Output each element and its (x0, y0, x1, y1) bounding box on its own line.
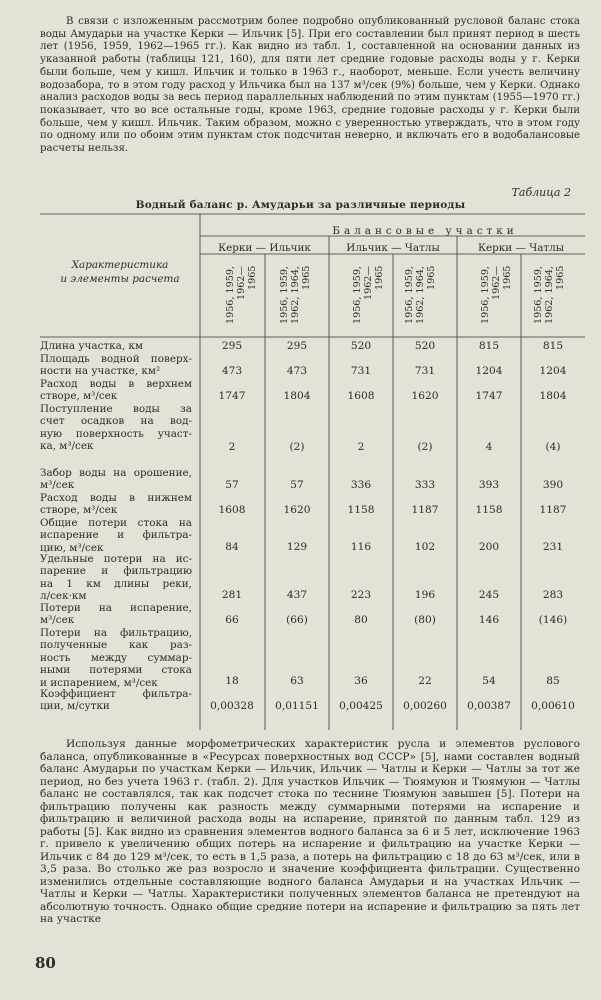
table-cell: 1804 (539, 390, 567, 402)
row-label-line: цию, м³/сек (40, 541, 104, 554)
row-label-line: ка, м³/сек (40, 440, 94, 453)
table-cell: 2 (228, 441, 236, 453)
period-line: 1956, 1959, (404, 266, 415, 324)
row-label-line: ции, м/сутки (40, 700, 110, 713)
row-label-line: испарение и фильтра- (40, 529, 192, 542)
table-number: Таблица 2 (511, 186, 571, 199)
table-cell: 116 (350, 541, 372, 553)
row-label-line: Потери на испарение, (40, 602, 192, 614)
table-cell: 283 (542, 589, 564, 601)
table-cell: 0,00387 (467, 700, 511, 712)
table-cell: 0,00260 (403, 700, 447, 712)
table-cell: 85 (546, 675, 560, 687)
row-label-line: Расход воды в верхнем (40, 378, 192, 390)
row-label-line: ность между суммар- (40, 651, 192, 664)
row-label-line: Забор воды на орошение, (40, 467, 192, 479)
table-cell: 1187 (411, 504, 439, 516)
table-cell: 57 (290, 479, 304, 491)
table-cell: 520 (414, 340, 436, 352)
table-cell: 1158 (475, 504, 503, 516)
section-header: Ильчик — Чатлы (346, 242, 440, 254)
row-label-line: Длина участка, км (40, 340, 144, 352)
row-label-line: ную поверхность участ- (40, 427, 192, 440)
table-cell: (2) (289, 441, 305, 453)
characteristic-header-line: и элементы расчета (60, 273, 180, 285)
period-line: 1956, 1959, (279, 266, 290, 324)
table-cell: 54 (482, 675, 496, 687)
table-cell: (80) (414, 614, 436, 626)
table-cell: 815 (542, 340, 564, 352)
page-number: 80 (35, 954, 56, 972)
period-line: 1956, 1959, (352, 266, 363, 324)
row-label-line: м³/сек (40, 614, 75, 627)
period-header (279, 266, 312, 324)
table-cell: 245 (478, 589, 500, 601)
row-label-line: Поступление воды за (40, 403, 192, 415)
row-label-line: л/сек·км (40, 590, 87, 603)
row-label-line: створе, м³/сек (40, 390, 118, 403)
period-header (352, 266, 385, 324)
table-cell: 1158 (347, 504, 375, 516)
table-cell: 336 (350, 479, 372, 491)
row-label-line: Удельные потери на ис- (40, 553, 192, 565)
table-cell: 1187 (539, 504, 567, 516)
table-cell: 63 (290, 675, 304, 687)
row-label (40, 553, 192, 603)
table-cell: 146 (478, 614, 500, 626)
table-cell: 129 (286, 541, 308, 553)
table-cell: 4 (485, 441, 493, 453)
row-label (40, 688, 192, 713)
row-label (40, 403, 192, 453)
row-label-line: Площадь водной поверх- (40, 353, 192, 365)
period-line: 1965 (426, 266, 437, 291)
characteristic-header (40, 258, 200, 286)
row-label (40, 378, 192, 403)
table-cell: 473 (286, 365, 308, 377)
table-cell: 1804 (283, 390, 311, 402)
period-line: 1962, 1964, (290, 266, 301, 324)
table-cell: 196 (414, 589, 436, 601)
row-label-line: полученные как раз- (40, 639, 192, 652)
table-cell: 1204 (539, 365, 567, 377)
table-cell: 1620 (283, 504, 311, 516)
table-cell: 57 (225, 479, 239, 491)
table-cell: 281 (221, 589, 243, 601)
table-cell: 102 (414, 541, 436, 553)
table-cell: 815 (478, 340, 500, 352)
period-header (533, 266, 566, 324)
row-label-line: ными потерями стока (40, 664, 192, 677)
row-label (40, 602, 192, 627)
table-cell: 731 (414, 365, 436, 377)
table-cell: 520 (350, 340, 372, 352)
row-label-line: счет осадков на вод- (40, 415, 192, 428)
table-cell: 200 (478, 541, 500, 553)
period-line: 1962—1965 (363, 266, 385, 301)
period-line: 1965 (555, 266, 566, 291)
table-cell: 295 (286, 340, 308, 352)
row-label-line: и испарением, м³/сек (40, 676, 158, 689)
row-label-line: Общие потери стока на (40, 517, 192, 529)
table-cell: 473 (221, 365, 243, 377)
period-line: 1962, 1964, (415, 266, 426, 324)
table-cell: (66) (286, 614, 308, 626)
table-cell: 1747 (475, 390, 503, 402)
table-title: Водный баланс р. Амударьи за различные периоды (135, 199, 466, 211)
row-label-line: створе, м³/сек (40, 504, 118, 517)
table-cell: 223 (350, 589, 372, 601)
period-line: 1965 (301, 266, 312, 291)
period-line: 1956, 1959, (225, 266, 236, 324)
table-cell: 2 (357, 441, 365, 453)
row-label (40, 517, 192, 554)
intro-paragraph: В связи с изложенным рассмотрим более подробно опубликованный русловой баланс стока воды Амударьи на участке Керки — Ильчик [5]. При его составлении был принят период в шесть лет (1956, 1959, 1962—1965 гг.). Как видно из табл. 1, составленной на основании данных из указанной работы (таблицы 121, 160), для пяти лет средние годовые расходы воды у г. Керки были больше, чем у кишл. Ильчик и только в 1963 г., наоборот, меньше. Если учесть величину водозабора, то в этом году расход у Ильчика был на 137 м³/сек (9%) больше, чем у Керки. Однако анализ расходов воды за весь период параллельных наблюдений по этим пунктам (1955—1970 гг.) показывает, что во все остальные годы, кроме 1963, средние годовые расходы у г. Керки были больше, чем у кишл. Ильчик. Таким образом, можно с уверенностью утверждать, что в этом году по одному или по обоим этим пунктам сток подсчитан неверно, и включать его в водобалансовые расчеты нельзя. (40, 16, 580, 155)
table-cell: 66 (225, 614, 239, 626)
table-cell: 22 (418, 675, 432, 687)
section-header: Керки — Ильчик (218, 242, 311, 254)
balance-sections-header: Балансовые участки (332, 225, 518, 237)
period-line: 1962—1965 (236, 266, 258, 301)
period-header (404, 266, 437, 324)
table-cell: 0,01151 (275, 700, 319, 712)
table-cell: 1204 (475, 365, 503, 377)
table-cell: 437 (286, 589, 308, 601)
row-label-line: Коэффициент фильтра- (40, 688, 192, 700)
table-cell: 295 (221, 340, 243, 352)
period-line: 1956, 1959, (533, 266, 544, 324)
table-cell: (4) (545, 441, 561, 453)
row-label-line: Расход воды в нижнем (40, 492, 192, 504)
table-cell: 1608 (218, 504, 246, 516)
row-label-line: на 1 км длины реки, (40, 577, 192, 590)
characteristic-header-line: Характеристика (71, 259, 169, 271)
row-label (40, 492, 192, 517)
table-cell: 390 (542, 479, 564, 491)
row-label (40, 340, 192, 352)
table-cell: 18 (225, 675, 239, 687)
table-cell: 231 (542, 541, 564, 553)
table-cell: (146) (538, 614, 568, 626)
period-line: 1962—1965 (491, 266, 513, 301)
table-cell: 80 (354, 614, 368, 626)
table-cell: 1608 (347, 390, 375, 402)
table-cell: 0,00425 (339, 700, 383, 712)
table-cell: 1620 (411, 390, 439, 402)
table-cell: 0,00328 (210, 700, 254, 712)
period-header (225, 266, 258, 324)
table-cell: 731 (350, 365, 372, 377)
table-cell: (2) (417, 441, 433, 453)
row-label-line: парение и фильтрацию (40, 565, 192, 578)
row-label-line: м³/сек (40, 479, 75, 492)
table-cell: 333 (414, 479, 436, 491)
table-cell: 36 (354, 675, 368, 687)
period-line: 1956, 1959, (480, 266, 491, 324)
period-line: 1962, 1964, (544, 266, 555, 324)
row-label (40, 353, 192, 378)
table-cell: 393 (478, 479, 500, 491)
table-cell: 1747 (218, 390, 246, 402)
row-label (40, 467, 192, 492)
row-label-line: ности на участке, км² (40, 365, 161, 378)
row-label (40, 627, 192, 689)
period-header (480, 266, 513, 324)
section-header: Керки — Чатлы (477, 242, 565, 254)
body-paragraph: Используя данные морфометрических характеристик русла и элементов руслового баланса, опубликованные в «Ресурсах поверхностных вод СССР» [5], нами составлен водный баланс Амударьи по участкам Керки — Ильчик, Ильчик — Чатлы и Керки — Чатлы за тот же период, но без учета 1963 г. (табл. 2). Для участков Ильчик — Тюямуюн и Тюямуюн — Чатлы баланс не составлялся, так как подсчет стока по теснине Тюямуюн завышен [5]. Потери на фильтрацию получены как разность между суммарными потерями на испарение и фильтрацию и величиной расхода воды на испарение, принятой по данным табл. 129 из работы [5]. Как видно из сравнения элементов водного баланса за 6 и 5 лет, исключение 1963 г. привело к увеличению общих потерь на испарение и фильтрацию на участке Керки — Ильчик с 84 до 129 м³/сек, то есть в 1,5 раза, а потерь на фильтрацию с 18 до 63 м³/сек, или в 3,5 раза. Во столько же раз возросло и значение коэффициента фильтрации. Существенно изменились отдельные составляющие водного баланса Амударьи и на участках Ильчик — Чатлы и Керки — Чатлы. Характеристики полученных элементов баланса не претендуют на абсолютную точность. Однако общие средние потери на испарение и фильтрацию за пять лет на участке (40, 738, 580, 925)
table-cell: 0,00610 (531, 700, 575, 712)
row-label-line: Потери на фильтрацию, (40, 627, 192, 639)
table-cell: 84 (225, 541, 239, 553)
